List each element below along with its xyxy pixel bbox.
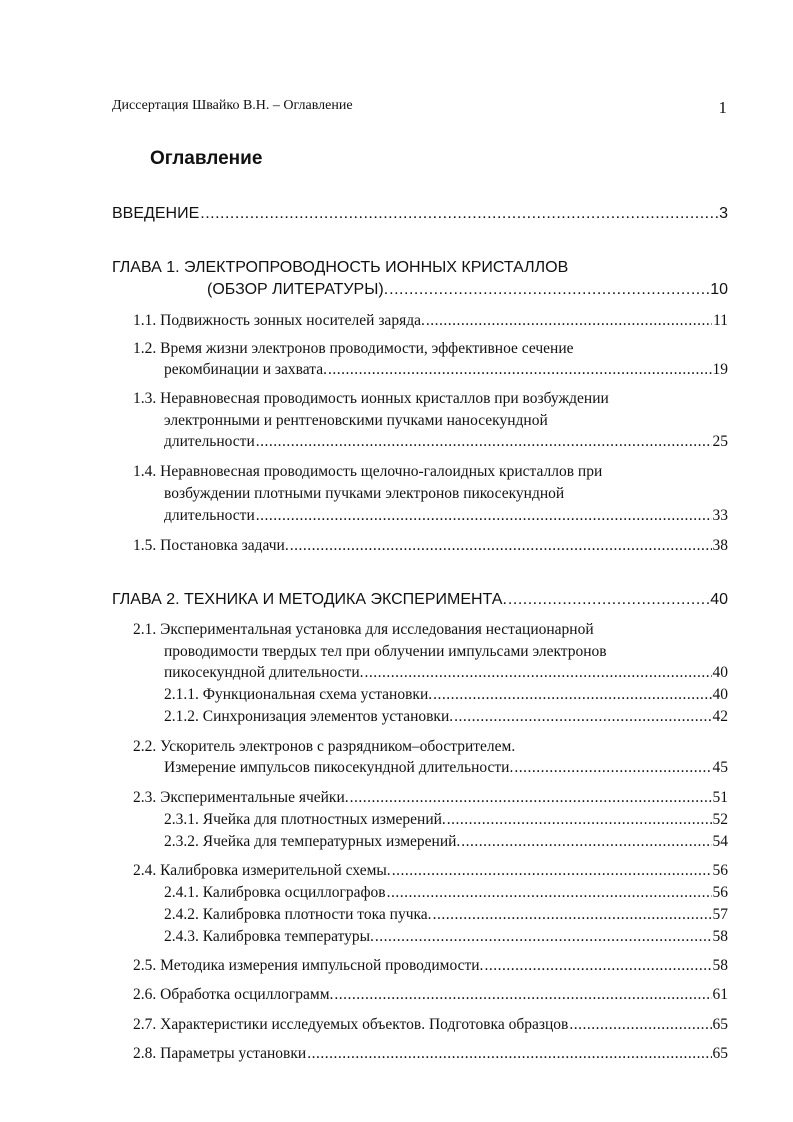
toc-entry-page: 42 [712,708,728,725]
toc-entry-page: 40 [712,664,728,681]
toc-entry-title: 1.1. Подвижность зонных носителей заряда. [133,312,425,329]
toc-chapter-2[interactable] [112,591,728,609]
toc-entry-page: 56 [712,862,728,879]
toc-entry-page: 25 [712,433,728,450]
toc-entry-page: 58 [712,928,728,945]
dot-leader [290,537,712,555]
toc-entry-2-3-1[interactable] [164,811,728,829]
dot-leader [365,664,712,682]
dot-leader [389,281,709,299]
toc-entry-page: 58 [712,957,728,974]
dot-leader [454,708,711,726]
toc-entry-page: 61 [712,986,728,1003]
dot-leader [447,811,712,829]
toc-entry-title: 2.7. Характеристики исследуемых объектов. Подготовка образцов [133,1016,569,1033]
toc-entry-2-6[interactable] [133,986,728,1004]
toc-entry-page: 11 [713,312,728,329]
dot-leader [461,833,711,851]
toc-entry-1-4-line1[interactable]: 1.4. Неравновесная проводимость щелочно-галоидных кристаллов при [133,463,603,480]
toc-entry-page: 65 [712,1045,728,1062]
toc-entry-2-8[interactable] [133,1045,728,1063]
running-header [112,98,727,118]
page-title: Оглавление [150,148,263,169]
toc-entry-1-2[interactable] [164,361,728,379]
header-title: Диссертация Швайко В.Н. – Оглавление [112,98,353,113]
dot-leader [508,591,709,609]
toc-entry-page: 52 [712,811,728,828]
dot-leader [256,507,712,525]
toc-entry-title: 2.1.2. Синхронизация элементов установки. [164,708,454,725]
toc-entry-2-2[interactable] [164,759,728,777]
toc-entry-page: 33 [712,507,728,524]
toc-entry-title: 2.4.3. Калибровка температуры. [164,928,374,945]
toc-entry-page: 56 [712,884,728,901]
toc-entry-1-2-line1[interactable]: 1.2. Время жизни электронов проводимости, эффективное сечение [133,340,574,357]
toc-entry-title: 1.5. Постановка задачи. [133,537,289,554]
toc-entry-title: Измерение импульсов пикосекундной длительности. [164,759,514,776]
toc-entry-title: 2.1.1. Функциональная схема установки. [164,686,433,703]
toc-entry-2-4-1[interactable] [164,884,728,902]
toc-entry-2-4-3[interactable] [164,928,728,946]
toc-entry-title: 2.6. Обработка осциллограмм. [133,986,334,1003]
toc-entry-1-5[interactable] [133,537,728,555]
toc-entry-page: 38 [712,537,728,554]
toc-entry-2-4[interactable] [133,862,728,880]
toc-entry-2-1[interactable] [164,664,728,682]
toc-entry-2-1-line1[interactable]: 2.1. Экспериментальная установка для исследования нестационарной [133,621,594,638]
toc-entry-page: 3 [719,205,728,222]
toc-entry-2-1-2[interactable] [164,708,728,726]
toc-entry-intro[interactable] [112,205,728,223]
toc-entry-page: 54 [712,833,728,850]
toc-entry-1-4-line2[interactable]: возбуждении плотными пучками электронов пикосекундной [164,485,565,502]
toc-entry-1-3-line1[interactable]: 1.3. Неравновесная проводимость ионных кристаллов при возбуждении [133,390,609,407]
toc-entry-title: 2.3.2. Ячейка для температурных измерений. [164,833,461,850]
dot-leader [307,1045,711,1063]
toc-entry-2-3[interactable] [133,789,728,807]
toc-entry-title: длительности [164,507,255,524]
toc-chapter-1-line1[interactable]: ГЛАВА 1. ЭЛЕКТРОПРОВОДНОСТЬ ИОННЫХ КРИСТАЛЛОВ [112,259,569,276]
dot-leader [200,205,718,223]
toc-entry-page: 19 [712,361,728,378]
toc-entry-page: 40 [710,591,728,608]
toc-entry-page: 57 [712,906,728,923]
dot-leader [484,957,711,975]
dot-leader [426,312,712,330]
toc-entry-2-2-line1[interactable]: 2.2. Ускоритель электронов с разрядником–обострителем. [133,738,516,755]
toc-entry-title: 2.4.1. Калибровка осциллографов [164,884,386,901]
dot-leader [392,862,712,880]
toc-entry-title: рекомбинации и захвата. [164,361,327,378]
toc-entry-title: 2.3.1. Ячейка для плотностных измерений. [164,811,446,828]
toc-entry-title: 2.4. Калибровка измерительной схемы. [133,862,391,879]
dot-leader [387,884,712,902]
toc-entry-title: 2.3. Экспериментальные ячейки. [133,789,349,806]
dot-leader [375,928,712,946]
dot-leader [256,433,712,451]
dot-leader [433,686,711,704]
toc-entry-title: пикосекундной длительности. [164,664,364,681]
dot-leader [328,361,712,379]
toc-entry-page: 45 [712,759,728,776]
toc-entry-2-7[interactable] [133,1016,728,1034]
toc-entry-1-3[interactable] [164,433,728,451]
toc-entry-page: 51 [712,789,728,806]
toc-entry-title: ГЛАВА 2. ТЕХНИКА И МЕТОДИКА ЭКСПЕРИМЕНТА. [112,591,507,608]
toc-entry-title: 2.5. Методика измерения импульсной проводимости. [133,957,484,974]
dot-leader [334,986,711,1004]
toc-entry-1-4[interactable] [164,507,728,525]
toc-entry-title: длительности [164,433,255,450]
toc-entry-title: (ОБЗОР ЛИТЕРАТУРЫ). [207,281,389,298]
toc-entry-2-3-2[interactable] [164,833,728,851]
toc-entry-page: 10 [710,281,728,298]
toc-chapter-1[interactable] [207,281,728,299]
dot-leader [569,1016,711,1034]
header-page-number: 1 [718,98,727,117]
toc-entry-1-3-line2[interactable]: электронными и рентгеновскими пучками наносекундной [164,412,548,429]
toc-entry-2-4-2[interactable] [164,906,728,924]
dot-leader [514,759,711,777]
toc-entry-title: ВВЕДЕНИЕ [112,205,200,222]
toc-entry-2-1-1[interactable] [164,686,728,704]
toc-entry-page: 65 [712,1016,728,1033]
dot-leader [433,906,712,924]
dot-leader [350,789,712,807]
toc-entry-title: 2.4.2. Калибровка плотности тока пучка. [164,906,432,923]
toc-entry-title: 2.8. Параметры установки [133,1045,307,1062]
toc-entry-2-5[interactable] [133,957,728,975]
toc-entry-page: 40 [712,686,728,703]
toc-entry-1-1[interactable] [133,312,728,330]
toc-entry-2-1-line2[interactable]: проводимости твердых тел при облучении импульсами электронов [164,643,607,660]
